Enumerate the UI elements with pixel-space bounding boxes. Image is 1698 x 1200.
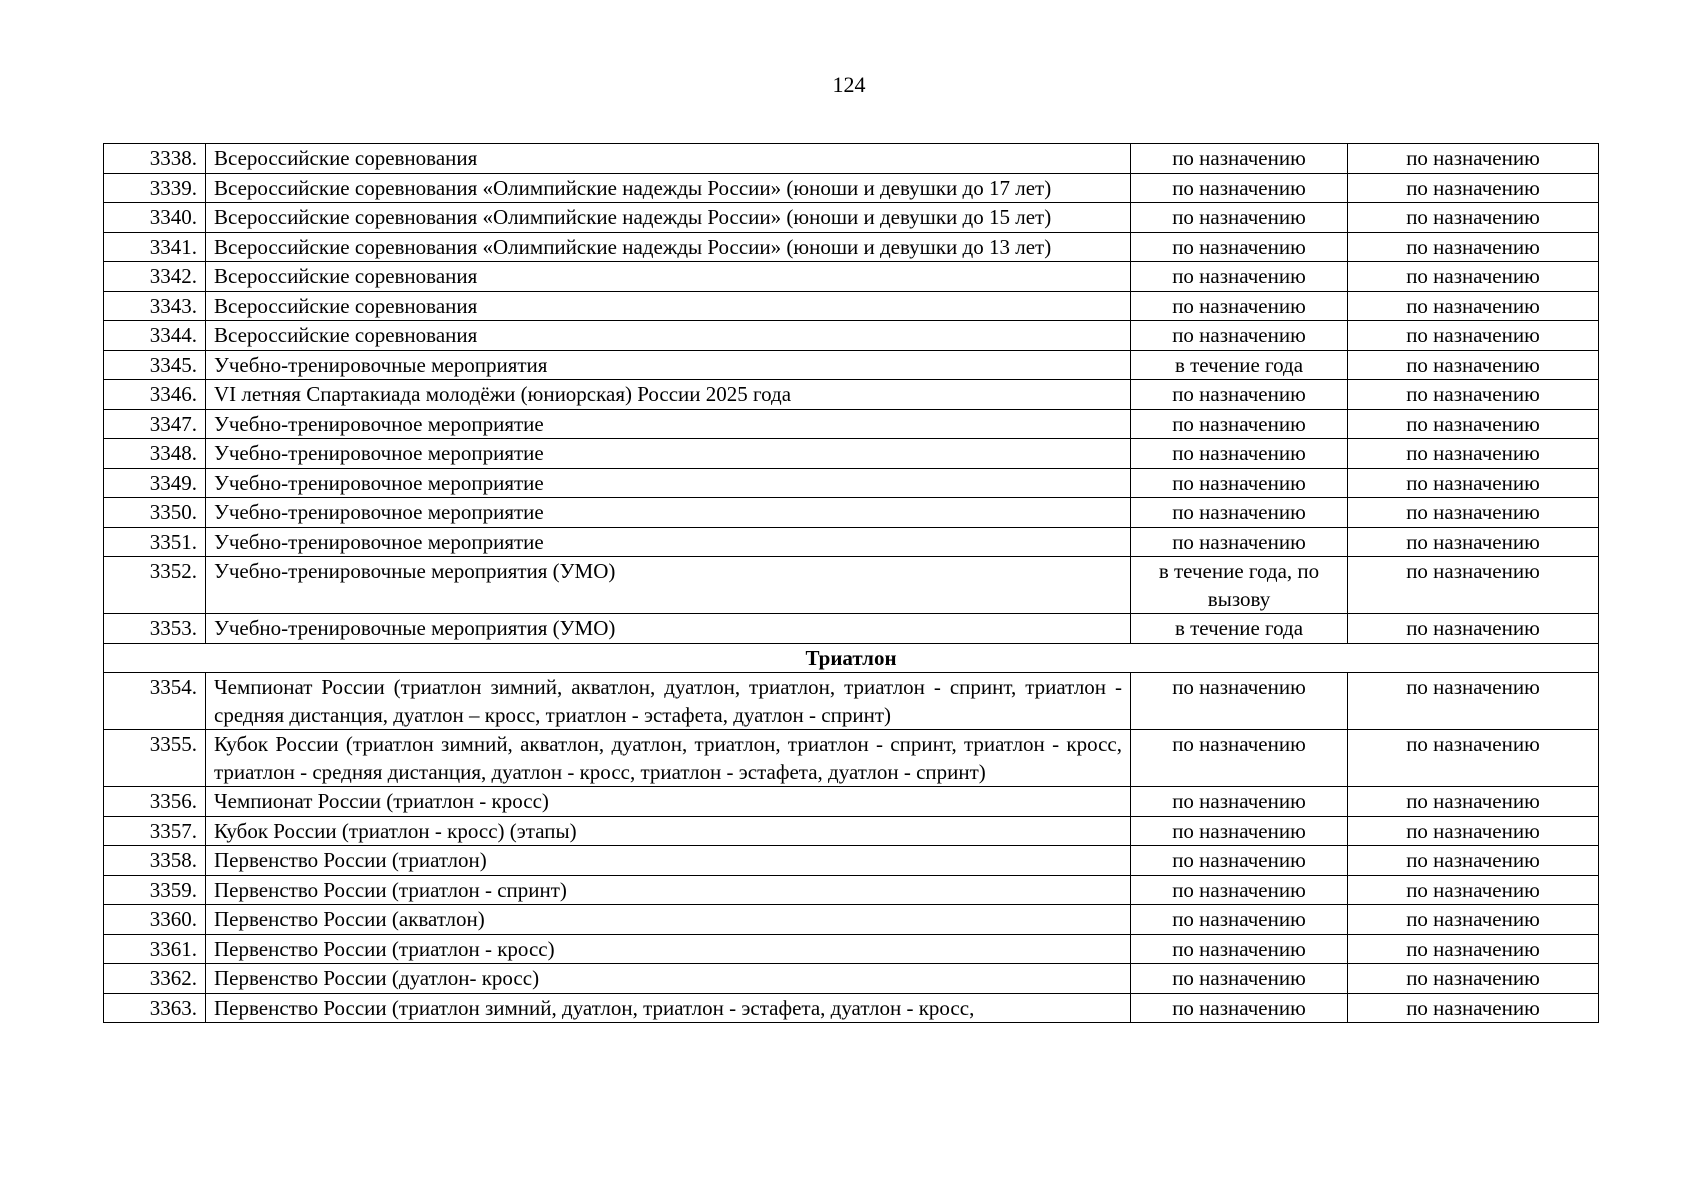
table-row [104,993,1599,1023]
row-number: 3341. [104,232,206,262]
event-name: Всероссийские соревнования [206,262,1131,292]
table-row [104,468,1599,498]
table-row [104,730,1599,787]
event-name: Всероссийские соревнования «Олимпийские надежды России» (юноши и девушки до 15 лет) [206,203,1131,233]
event-name: Всероссийские соревнования [206,144,1131,174]
event-date: по назначению [1131,964,1348,994]
row-number: 3339. [104,173,206,203]
event-name: Всероссийские соревнования «Олимпийские надежды России» (юноши и девушки до 17 лет) [206,173,1131,203]
event-date: по назначению [1131,993,1348,1023]
page-number: 124 [832,72,866,97]
event-date: по назначению [1131,262,1348,292]
row-number: 3342. [104,262,206,292]
table-row [104,439,1599,469]
event-date: в течение года [1131,350,1348,380]
table-row [104,232,1599,262]
event-place: по назначению [1348,730,1599,787]
event-name: Учебно-тренировочное мероприятие [206,527,1131,557]
event-place: по назначению [1348,557,1599,614]
event-place: по назначению [1348,173,1599,203]
event-name: Учебно-тренировочное мероприятие [206,409,1131,439]
event-date: в течение года, по вызову [1131,557,1348,614]
event-date: в течение года [1131,614,1348,644]
table-row [104,203,1599,233]
event-name: Первенство России (триатлон) [206,846,1131,876]
event-date: по назначению [1131,321,1348,351]
table-row [104,614,1599,644]
event-place: по назначению [1348,468,1599,498]
event-date: по назначению [1131,905,1348,935]
event-date: по назначению [1131,498,1348,528]
row-number: 3358. [104,846,206,876]
table-row [104,964,1599,994]
event-place: по назначению [1348,350,1599,380]
event-name: Учебно-тренировочные мероприятия [206,350,1131,380]
row-number: 3343. [104,291,206,321]
row-number: 3346. [104,380,206,410]
table-row [104,846,1599,876]
row-number: 3340. [104,203,206,233]
event-name: Учебно-тренировочные мероприятия (УМО) [206,557,1131,614]
event-place: по назначению [1348,846,1599,876]
table-row [104,905,1599,935]
table-row [104,498,1599,528]
row-number: 3352. [104,557,206,614]
event-date: по назначению [1131,291,1348,321]
event-name: Первенство России (акватлон) [206,905,1131,935]
table-row [104,350,1599,380]
event-name: Учебно-тренировочные мероприятия (УМО) [206,614,1131,644]
event-name: Чемпионат России (триатлон - кросс) [206,787,1131,817]
table-row [104,321,1599,351]
event-name: Всероссийские соревнования [206,291,1131,321]
event-name: Первенство России (триатлон - кросс) [206,934,1131,964]
event-place: по назначению [1348,203,1599,233]
event-name: Учебно-тренировочное мероприятие [206,468,1131,498]
event-date: по назначению [1131,232,1348,262]
row-number: 3361. [104,934,206,964]
event-name: Первенство России (триатлон - спринт) [206,875,1131,905]
event-date: по назначению [1131,380,1348,410]
event-place: по назначению [1348,816,1599,846]
event-place: по назначению [1348,673,1599,730]
row-number: 3362. [104,964,206,994]
row-number: 3354. [104,673,206,730]
row-number: 3357. [104,816,206,846]
event-place: по назначению [1348,321,1599,351]
event-name: VI летняя Спартакиада молодёжи (юниорская) России 2025 года [206,380,1131,410]
event-place: по назначению [1348,875,1599,905]
event-place: по назначению [1348,439,1599,469]
table-row [104,557,1599,614]
row-number: 3363. [104,993,206,1023]
event-date: по назначению [1131,787,1348,817]
event-place: по назначению [1348,527,1599,557]
event-name: Кубок России (триатлон зимний, акватлон, дуатлон, триатлон, триатлон - спринт, триатлон - кросс, триатлон - средняя дистанция, дуатлон - кросс, триатлон - эстафета, дуатлон - спринт) [206,730,1131,787]
event-place: по назначению [1348,232,1599,262]
event-place: по назначению [1348,905,1599,935]
event-date: по назначению [1131,846,1348,876]
event-name: Кубок России (триатлон - кросс) (этапы) [206,816,1131,846]
table-row [104,173,1599,203]
section-title: Триатлон [104,643,1599,673]
event-date: по назначению [1131,439,1348,469]
event-name: Первенство России (дуатлон- кросс) [206,964,1131,994]
row-number: 3350. [104,498,206,528]
table-row [104,409,1599,439]
event-name: Всероссийские соревнования «Олимпийские надежды России» (юноши и девушки до 13 лет) [206,232,1131,262]
table-row [104,380,1599,410]
row-number: 3360. [104,905,206,935]
row-number: 3351. [104,527,206,557]
event-place: по назначению [1348,787,1599,817]
event-place: по назначению [1348,262,1599,292]
table-row [104,816,1599,846]
section-row [104,643,1599,673]
row-number: 3338. [104,144,206,174]
row-number: 3349. [104,468,206,498]
row-number: 3353. [104,614,206,644]
event-date: по назначению [1131,144,1348,174]
event-place: по назначению [1348,291,1599,321]
row-number: 3347. [104,409,206,439]
event-place: по назначению [1348,409,1599,439]
table-row [104,934,1599,964]
row-number: 3348. [104,439,206,469]
event-date: по назначению [1131,468,1348,498]
event-date: по назначению [1131,816,1348,846]
table-row [104,291,1599,321]
table-row [104,673,1599,730]
event-name: Учебно-тренировочное мероприятие [206,439,1131,469]
event-place: по назначению [1348,380,1599,410]
row-number: 3359. [104,875,206,905]
event-date: по назначению [1131,203,1348,233]
table-row [104,875,1599,905]
table-row [104,262,1599,292]
event-place: по назначению [1348,934,1599,964]
row-number: 3355. [104,730,206,787]
event-date: по назначению [1131,673,1348,730]
event-date: по назначению [1131,730,1348,787]
row-number: 3356. [104,787,206,817]
event-place: по назначению [1348,498,1599,528]
event-name: Первенство России (триатлон зимний, дуатлон, триатлон - эстафета, дуатлон - кросс, [206,993,1131,1023]
event-name: Чемпионат России (триатлон зимний, акватлон, дуатлон, триатлон, триатлон - спринт, триатлон - средняя дистанция, дуатлон – кросс, триатлон - эстафета, дуатлон - спринт) [206,673,1131,730]
event-date: по назначению [1131,934,1348,964]
event-name: Всероссийские соревнования [206,321,1131,351]
event-date: по назначению [1131,409,1348,439]
event-place: по назначению [1348,964,1599,994]
table-row [104,787,1599,817]
table-row [104,144,1599,174]
event-place: по назначению [1348,993,1599,1023]
row-number: 3344. [104,321,206,351]
table-row [104,527,1599,557]
row-number: 3345. [104,350,206,380]
event-date: по назначению [1131,875,1348,905]
event-date: по назначению [1131,173,1348,203]
event-name: Учебно-тренировочное мероприятие [206,498,1131,528]
event-date: по назначению [1131,527,1348,557]
event-place: по назначению [1348,614,1599,644]
events-table [103,143,1599,1023]
event-place: по назначению [1348,144,1599,174]
